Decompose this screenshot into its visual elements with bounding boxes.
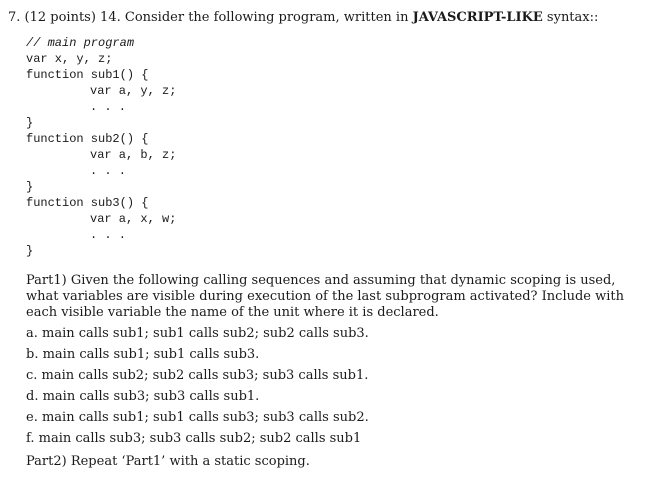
sub3-body-ellipsis: . . .	[90, 228, 127, 242]
choice-e: e. main calls sub1; sub1 calls sub3; sub3 calls sub2.	[26, 410, 369, 425]
question-intro: 7. (12 points) 14. Consider the following program, written in	[8, 10, 409, 25]
question-heading	[8, 10, 658, 26]
sub1-body-ellipsis: . . .	[90, 100, 127, 114]
main-program-comment: // main program	[26, 36, 135, 50]
sub1-closing-brace: }	[26, 116, 34, 130]
sub3-variable-declaration: var a, x, w;	[90, 212, 177, 226]
choice-a: a. main calls sub1; sub1 calls sub2; sub2 calls sub3.	[26, 326, 369, 341]
question-suffix: syntax::	[546, 10, 599, 25]
sub2-variable-declaration: var a, b, z;	[90, 148, 177, 162]
sub2-closing-brace: }	[26, 180, 34, 194]
part1-instructions: Part1) Given the following calling sequences and assuming that dynamic scoping is used, what variables are visible during execution of the last subprogram activated? Include with each visible variable the name of the unit where it is declared.	[26, 273, 625, 320]
part2-instructions: Part2) Repeat ‘Part1’ with a static scoping.	[26, 454, 310, 469]
sub1-variable-declaration: var a, y, z;	[90, 84, 177, 98]
sub1-function-header: function sub1() {	[26, 68, 149, 82]
choice-d: d. main calls sub3; sub3 calls sub1.	[26, 389, 260, 404]
choice-f: f. main calls sub3; sub3 calls sub2; sub2 calls sub1	[26, 431, 362, 446]
choice-c: c. main calls sub2; sub2 calls sub3; sub3 calls sub1.	[26, 368, 369, 383]
main-variable-declaration: var x, y, z;	[26, 52, 113, 66]
sub3-closing-brace: }	[26, 244, 34, 258]
sub3-function-header: function sub3() {	[26, 196, 149, 210]
sub2-body-ellipsis: . . .	[90, 164, 127, 178]
language-name: JAVASCRIPT-LIKE	[412, 10, 543, 25]
sub2-function-header: function sub2() {	[26, 132, 149, 146]
choice-b: b. main calls sub1; sub1 calls sub3.	[26, 347, 260, 362]
